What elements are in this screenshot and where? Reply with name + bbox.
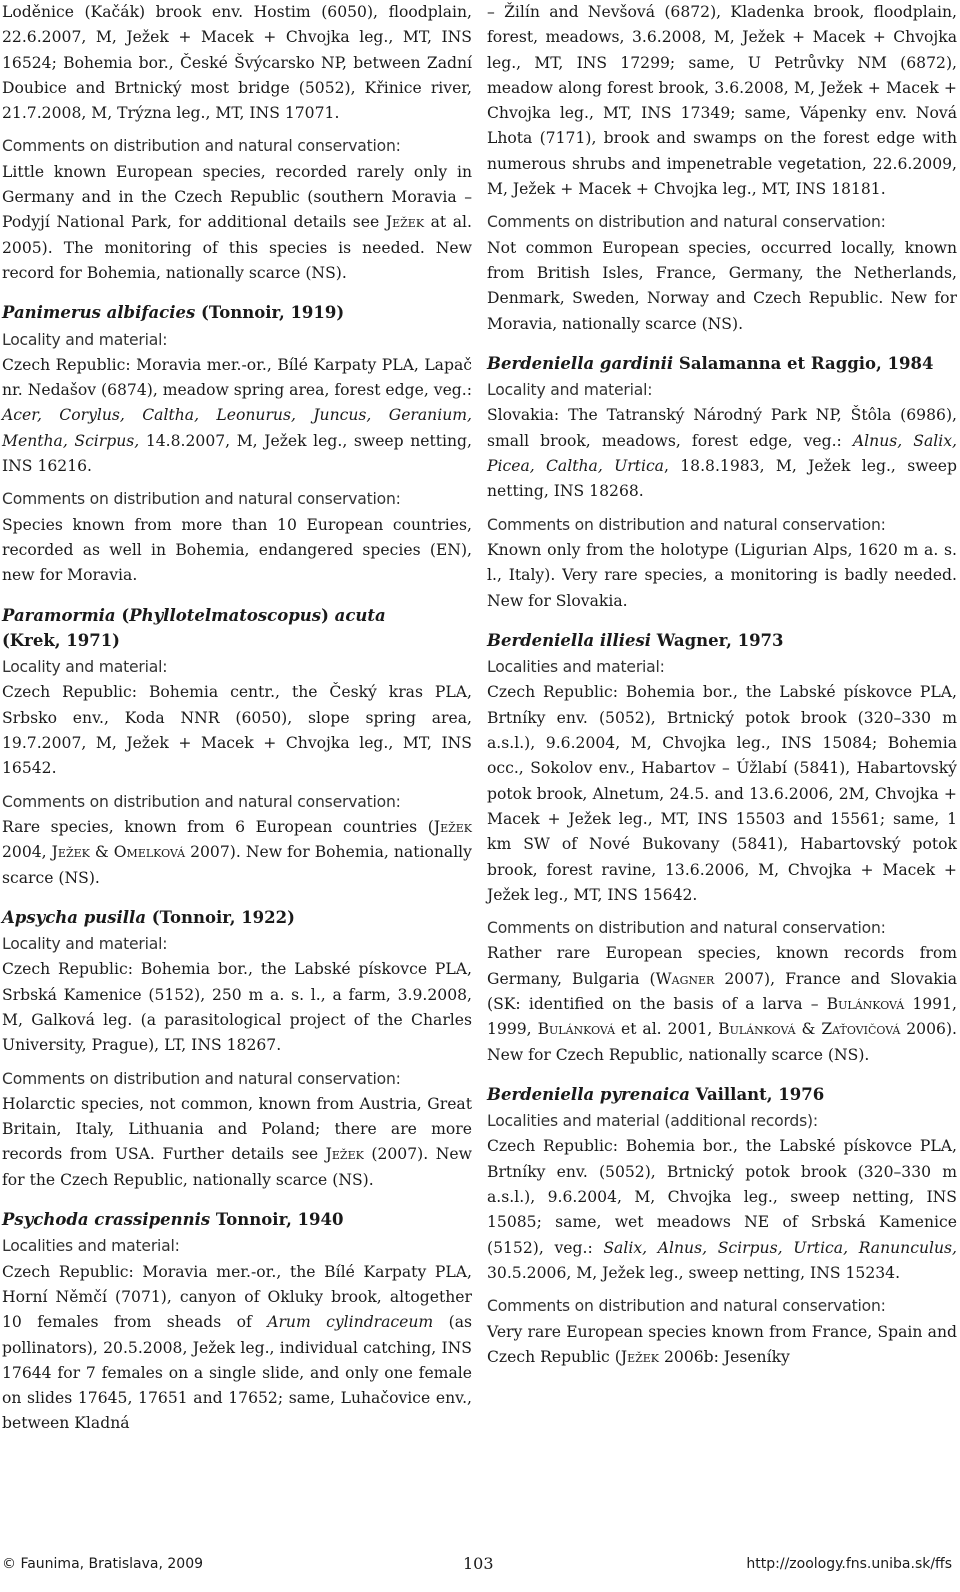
- paragraph: Czech Republic: Bohemia centr., the Český kras PLA, Srbsko env., Koda NNR (6050), slope spring area, 19.7.2007, M, Ježek + Macek + Chvojka leg., MT, INS 16542.: [2, 683, 472, 778]
- paragraph: Slovakia: The Tatranský Národný Park NP, Štôla (6986), small brook, meadows, forest edge, veg.: Alnus, Salix, Picea, Caltha, Urtica, 18.8.1983, M, Ježek leg., sweep netting, INS 18268.: [487, 406, 957, 501]
- paragraph: Rare species, known from 6 European countries (Ježek 2004, Ježek & Omelková 2007). New for Bohemia, nationally scarce (NS).: [2, 817, 472, 887]
- section-label: Comments on distribution and natural conservation:: [2, 490, 401, 509]
- page-footer: [0, 1556, 960, 1580]
- species-heading: Apsycha pusilla (Tonnoir, 1922): [2, 907, 295, 927]
- right-column: [487, 0, 957, 1370]
- section-label: Localities and material:: [2, 1237, 180, 1256]
- section-label: Locality and material:: [2, 658, 168, 677]
- section-label: Comments on distribution and natural conservation:: [487, 515, 886, 534]
- section-label: Locality and material:: [2, 330, 168, 349]
- section-label: Locality and material:: [2, 935, 168, 954]
- section-label: Localities and material (additional records):: [487, 1112, 818, 1131]
- paragraph: Holarctic species, not common, known from Austria, Great Britain, Italy, Lithuania and Poland; there are more records from USA. Further details see Ježek (2007). New for the Czech Republic, nationally scarce (NS).: [2, 1094, 472, 1189]
- section-label: Comments on distribution and natural conservation:: [2, 1069, 401, 1088]
- left-column: [2, 0, 472, 1437]
- section-label: Comments on distribution and natural conservation:: [487, 919, 886, 938]
- section-label: Comments on distribution and natural conservation:: [2, 137, 401, 156]
- paragraph: Rather rare European species, known records from Germany, Bulgaria (Wagner 2007), France and Slovakia (SK: identified on the basis of a larva – Bulánková 1991, 1999, Bulánková et al. 2001, Bulánková & Zaťovičová 2006). New for Czech Republic, nationally scarce (NS).: [487, 944, 957, 1064]
- paragraph: Czech Republic: Bohemia bor., the Labské pískovce PLA, Brtníky env. (5052), Brtnický potok brook (320–330 m a.s.l.), 9.6.2004, M, Chvojka leg., sweep netting, INS 15085; same, wet meadows NE of Srbská Kamenice (5152), veg.: Salix, Alnus, Scirpus, Urtica, Ranunculus, 30.5.2006, M, Ježek leg., sweep netting, INS 15234.: [487, 1137, 957, 1282]
- section-label: Comments on distribution and natural conservation:: [487, 213, 886, 232]
- publisher-credit: © Faunima, Bratislava, 2009: [2, 1556, 204, 1572]
- paragraph: Species known from more than 10 European countries, recorded as well in Bohemia, endangered species (EN), new for Moravia.: [2, 515, 472, 585]
- paragraph: Loděnice (Kačák) brook env. Hostim (6050), floodplain, 22.6.2007, M, Ježek + Macek + Chvojka leg., MT, INS 16524; Bohemia bor., České Švýcarsko NP, between Zadní Doubice and Brtnický most bridge (5052), Křinice river, 21.7.2008, M, Trýzna leg., MT, INS 17071.: [2, 3, 472, 123]
- paragraph: Known only from the holotype (Ligurian Alps, 1620 m a. s. l., Italy). Very rare species, a monitoring is badly needed. New for Slovakia.: [487, 540, 957, 610]
- species-heading: Paramormia (Phyllotelmatoscopus) acuta (Krek, 1971): [2, 605, 386, 650]
- section-label: Locality and material:: [487, 381, 653, 400]
- paragraph: Czech Republic: Bohemia bor., the Labské pískovce PLA, Srbská Kamenice (5152), 250 m a. s. l., a farm, 3.9.2008, M, Galková leg. (a parasitological project of the Charles University, Prague), LT, INS 18267.: [2, 960, 472, 1055]
- paragraph: Little known European species, recorded rarely only in Germany and in the Czech Republic (southern Moravia – Podyjí National Park, for additional details see Ježek at al. 2005). The monitoring of this species is needed. New record for Bohemia, nationally scarce (NS).: [2, 162, 473, 282]
- journal-url[interactable]: http://zoology.fns.uniba.sk/ffs: [746, 1556, 952, 1572]
- species-heading: Psychoda crassipennis Tonnoir, 1940: [2, 1210, 344, 1230]
- paragraph: Very rare European species known from France, Spain and Czech Republic (Ježek 2006b: Jeseníky: [487, 1322, 957, 1366]
- paragraph: – Žilín and Nevšová (6872), Kladenka brook, floodplain, forest, meadows, 3.6.2008, M, Ježek + Macek + Chvojka leg., MT, INS 17299; same, U Petrůvky NM (6872), meadow along forest brook, 3.6.2008, M, Ježek + Macek + Chvojka leg., MT, INS 17349; same, Vápenky env. Nová Lhota (7171), brook and swamps on the forest edge with numerous shrubs and impenetrable vegetation, 22.6.2009, M, Ježek + Macek + Chvojka leg., MT, INS 18181.: [487, 3, 957, 199]
- section-label: Localities and material:: [487, 658, 665, 677]
- author-name: Ježek: [385, 213, 425, 232]
- section-label: Comments on distribution and natural conservation:: [487, 1297, 886, 1316]
- species-heading: Panimerus albifacies (Tonnoir, 1919): [2, 303, 345, 323]
- paragraph: Czech Republic: Moravia mer.-or., Bílé Karpaty PLA, Lapač nr. Nedašov (6874), meadow spring area, forest edge, veg.: Acer, Corylus, Caltha, Leonurus, Juncus, Geranium, Mentha, Scirpus, 14.8.2007, M, Ježek leg., sweep netting, INS 16216.: [2, 355, 473, 476]
- section-label: Comments on distribution and natural conservation:: [2, 792, 401, 811]
- species-heading: Berdeniella gardinii Salamanna et Raggio, 1984: [487, 353, 934, 373]
- paragraph: Czech Republic: Bohemia bor., the Labské pískovce PLA, Brtníky env. (5052), Brtnický potok brook (320–330 m a.s.l.), 9.6.2004, M, Chvojka leg., INS 15084; Bohemia occ., Sokolov env., Habartov – Úžlabí (5841), Habartovský potok brook, Alnetum, 24.5. and 13.6.2006, 2M, Chvojka + Macek + Ježek leg., MT, INS 15503 and 15561; same, 1 km SW of Nové Bukovany (5841), Habartovský potok brook, forest ravine, 13.6.2006, M, Chvojka + Macek + Ježek leg., MT, INS 15642.: [487, 683, 957, 904]
- paragraph: Czech Republic: Moravia mer.-or., the Bílé Karpaty PLA, Horní Němčí (7071), canyon of Okluky brook, altogether 10 females from sheads of Arum cylindraceum (as pollinators), 20.5.2008, Ježek leg., individual catching, INS 17644 for 7 females on a single slide, and only one female on slides 17645, 17651 and 17652; same, Luhačovice env., between Kladná: [2, 1262, 473, 1433]
- paragraph: Not common European species, occurred locally, known from British Isles, France, Germany, the Netherlands, Denmark, Sweden, Norway and Czech Republic. New for Moravia, nationally scarce (NS).: [487, 238, 957, 333]
- species-heading: Berdeniella illiesi Wagner, 1973: [487, 630, 784, 650]
- species-heading: Berdeniella pyrenaica Vaillant, 1976: [487, 1084, 825, 1104]
- page-number: 103: [463, 1554, 494, 1573]
